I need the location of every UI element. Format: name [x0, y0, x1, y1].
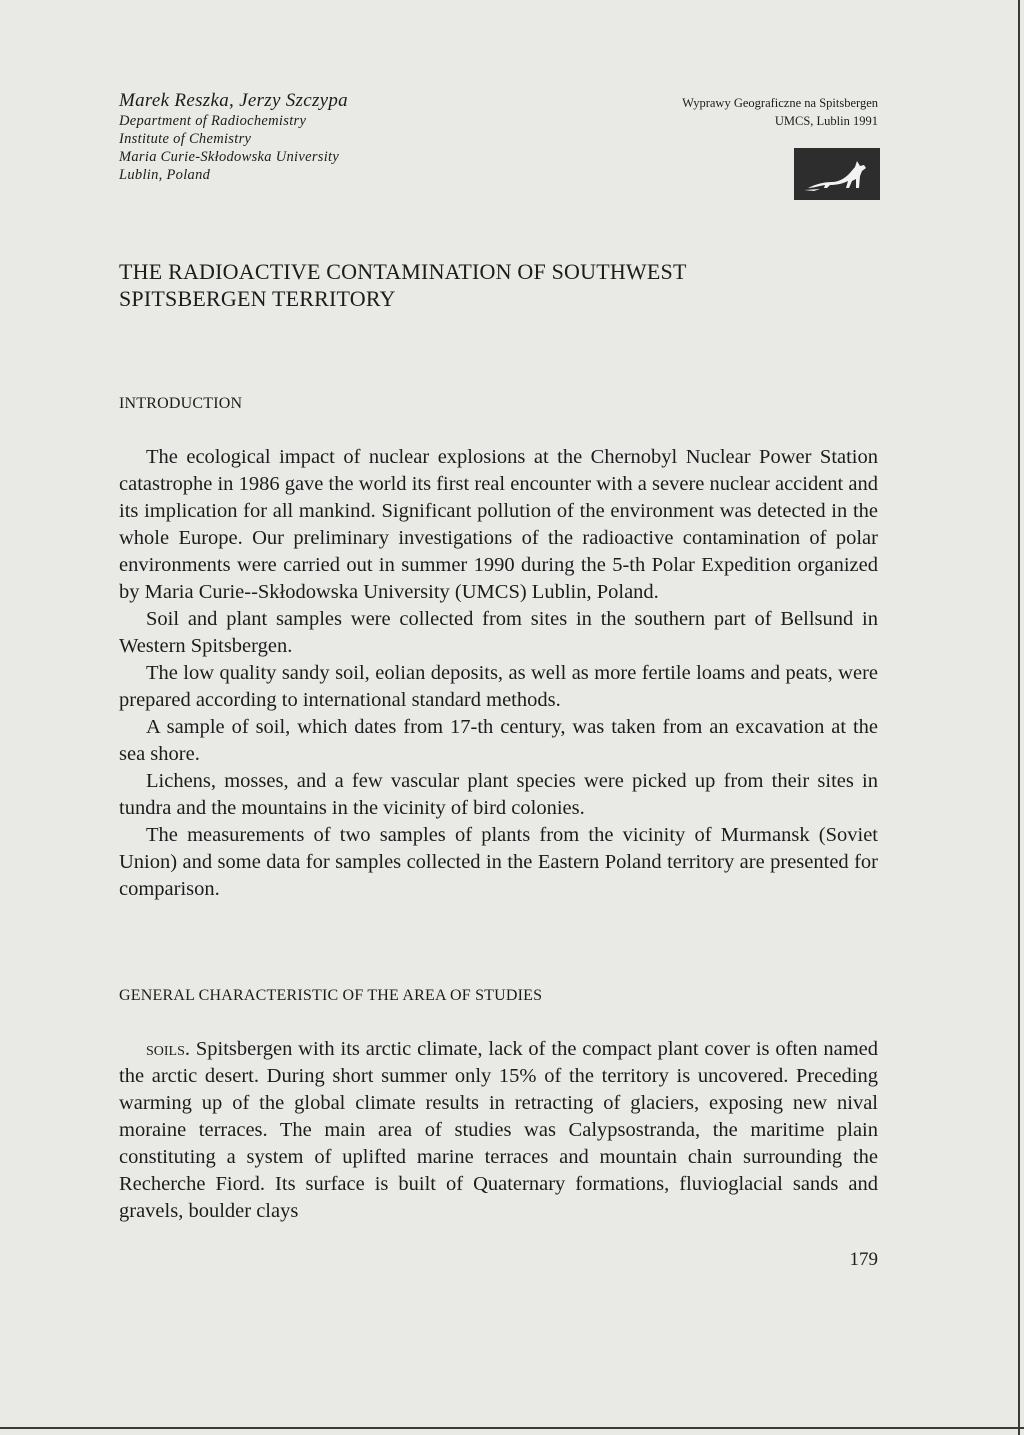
- general-characteristic-heading: GENERAL CHARACTERISTIC OF THE AREA OF STUDIES: [119, 987, 543, 1004]
- paragraph: Soil and plant samples were collected from sites in the southern part of Bellsund in Western Spitsbergen.: [119, 608, 878, 657]
- arctic-fox-icon: [794, 148, 880, 200]
- title-line: SPITSBERGEN TERRITORY: [119, 286, 396, 311]
- author-names: Marek Reszka, Jerzy Szczypa: [119, 90, 348, 111]
- journal-title: Wyprawy Geograficzne na Spitsbergen: [682, 96, 878, 110]
- journal-publisher: UMCS, Lublin 1991: [774, 114, 878, 128]
- introduction-heading: INTRODUCTION: [119, 395, 243, 412]
- paragraph: Lichens, mosses, and a few vascular plant species were picked up from their sites in tundra and the mountains in the vicinity of bird colonies.: [119, 770, 878, 819]
- page-edge-bottom: [0, 1427, 1024, 1429]
- paragraph: A sample of soil, which dates from 17-th century, was taken from an excavation at the sea shore.: [119, 716, 878, 765]
- page-number: 179: [849, 1249, 878, 1270]
- author-block: [119, 90, 348, 184]
- paragraph: The ecological impact of nuclear explosions at the Chernobyl Nuclear Power Station catastrophe in 1986 gave the world its first real encounter with a severe nuclear accident and its implication for all mankind. Significant pollution of the environment was detected in the whole Europe. Our preliminary investigations of the radioactive contamination of polar environments were carried out in summer 1990 during the 5-th Polar Expedition organized by Maria Curie--Skłodowska University (UMCS) Lublin, Poland.: [119, 446, 878, 603]
- affiliation-line: Maria Curie-Skłodowska University: [119, 149, 340, 165]
- paragraph: The low quality sandy soil, eolian deposits, as well as more fertile loams and peats, were prepared according to international standard methods.: [119, 662, 878, 711]
- soils-text: Spitsbergen with its arctic climate, lack of the compact plant cover is often named the arctic desert. During short summer only 15% of the territory is uncovered. Preceding warming up of the global climate results in retracting of glaciers, exposing new nival moraine terraces. The main area of studies was Calypsostranda, the maritime plain constituting a system of uplifted marine terraces and mountain chain surrounding the Recherche Fiord. Its surface is built of Quaternary formations, fluvioglacial sands and gravels, boulder clays: [119, 1038, 878, 1222]
- affiliation-line: Department of Radiochemistry: [119, 113, 307, 129]
- article-title: [119, 258, 687, 312]
- affiliation-line: Institute of Chemistry: [119, 131, 252, 147]
- introduction-body: [119, 444, 878, 903]
- soils-section: [119, 1036, 878, 1225]
- paragraph: [119, 1036, 878, 1225]
- title-line: THE RADIOACTIVE CONTAMINATION OF SOUTHWEST: [119, 259, 687, 284]
- paragraph: The measurements of two samples of plants from the vicinity of Murmansk (Soviet Union) and some data for samples collected in the Eastern Poland territory are presented for comparison.: [119, 824, 878, 900]
- page-edge-right: [1018, 0, 1020, 1435]
- journal-info: [682, 94, 878, 130]
- affiliation-line: Lublin, Poland: [119, 167, 211, 183]
- soils-label: soils.: [146, 1038, 191, 1060]
